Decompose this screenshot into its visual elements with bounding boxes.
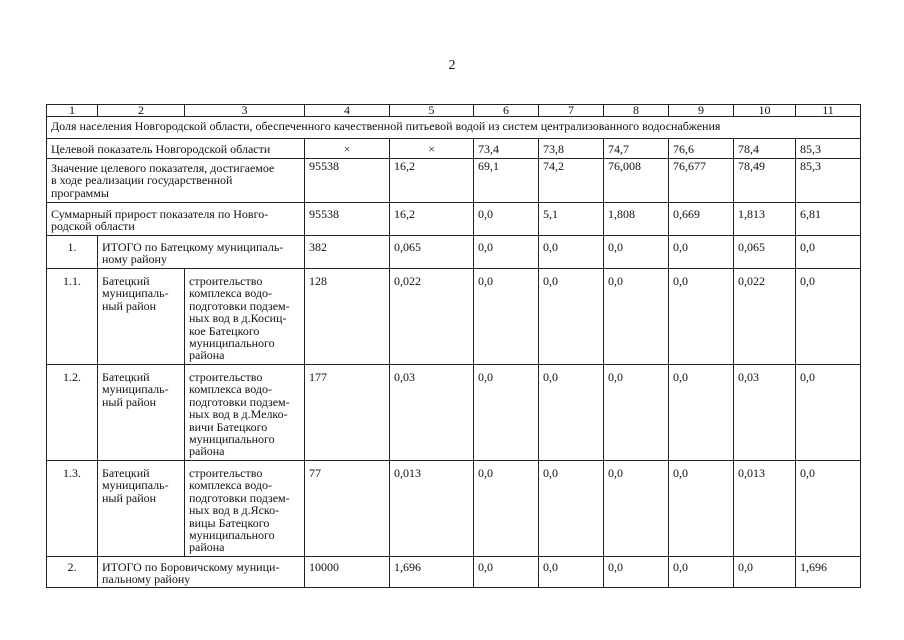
data-table bbox=[46, 104, 861, 588]
row-number: 1.2. bbox=[47, 365, 98, 461]
indicator-value: 1,808 bbox=[604, 203, 669, 236]
column-number: 7 bbox=[539, 105, 604, 117]
indicator-value: 73,4 bbox=[474, 139, 539, 159]
indicator-label: Суммарный прирост показателя по Новго- родской области bbox=[47, 203, 305, 236]
detail-value: 0,0 bbox=[604, 365, 669, 461]
detail-value: 177 bbox=[305, 365, 390, 461]
total-value: 0,0 bbox=[669, 557, 734, 588]
total-value: 0,0 bbox=[796, 236, 861, 269]
indicator-value: 76,008 bbox=[604, 159, 669, 203]
indicator-value: 95538 bbox=[305, 203, 390, 236]
indicator-row bbox=[47, 159, 861, 203]
detail-value: 0,0 bbox=[539, 269, 604, 365]
total-value: 1,696 bbox=[390, 557, 474, 588]
detail-value: 77 bbox=[305, 461, 390, 557]
indicator-value: 16,2 bbox=[390, 203, 474, 236]
object-description: строительство комплекса водо- подготовки подзем- ных вод в д.Мелко- вичи Батецкого муниципального района bbox=[185, 365, 305, 461]
district-name: Батецкий муниципаль- ный район bbox=[98, 365, 185, 461]
indicator-value: 76,677 bbox=[669, 159, 734, 203]
column-number: 6 bbox=[474, 105, 539, 117]
total-value: 0,0 bbox=[604, 236, 669, 269]
object-description: строительство комплекса водо- подготовки подзем- ных вод в д.Яско- вицы Батецкого муниципального района bbox=[185, 461, 305, 557]
column-number: 5 bbox=[390, 105, 474, 117]
total-value: 0,0 bbox=[474, 236, 539, 269]
indicator-value: 0,669 bbox=[669, 203, 734, 236]
indicator-value: 85,3 bbox=[796, 139, 861, 159]
indicator-label: Целевой показатель Новгородской области bbox=[47, 139, 305, 159]
object-description: строительство комплекса водо- подготовки подзем- ных вод в д.Косиц- кое Батецкого муниципального района bbox=[185, 269, 305, 365]
total-value: 0,0 bbox=[669, 236, 734, 269]
indicator-value: 69,1 bbox=[474, 159, 539, 203]
detail-row bbox=[47, 269, 861, 365]
indicator-value: 74,2 bbox=[539, 159, 604, 203]
detail-value: 0,0 bbox=[539, 461, 604, 557]
detail-value: 0,0 bbox=[539, 365, 604, 461]
total-row bbox=[47, 236, 861, 269]
section-title: Доля населения Новгородской области, обеспеченного качественной питьевой водой из систем централизованного водоснабжения bbox=[47, 117, 861, 139]
column-number: 11 bbox=[796, 105, 861, 117]
total-value: 0,0 bbox=[539, 236, 604, 269]
indicator-value: × bbox=[305, 139, 390, 159]
total-value: 0,0 bbox=[474, 557, 539, 588]
indicator-value: 73,8 bbox=[539, 139, 604, 159]
detail-value: 0,03 bbox=[390, 365, 474, 461]
column-number: 8 bbox=[604, 105, 669, 117]
indicator-row bbox=[47, 139, 861, 159]
column-number: 10 bbox=[734, 105, 796, 117]
detail-value: 0,0 bbox=[796, 365, 861, 461]
indicator-row bbox=[47, 203, 861, 236]
total-value: 0,0 bbox=[604, 557, 669, 588]
column-number: 2 bbox=[98, 105, 185, 117]
detail-value: 0,03 bbox=[734, 365, 796, 461]
section-title-row bbox=[47, 117, 861, 139]
detail-value: 128 bbox=[305, 269, 390, 365]
total-value: 0,0 bbox=[539, 557, 604, 588]
detail-value: 0,0 bbox=[796, 461, 861, 557]
row-number: 2. bbox=[47, 557, 98, 588]
indicator-value: 5,1 bbox=[539, 203, 604, 236]
indicator-value: × bbox=[390, 139, 474, 159]
detail-value: 0,013 bbox=[390, 461, 474, 557]
detail-value: 0,0 bbox=[604, 461, 669, 557]
column-number: 9 bbox=[669, 105, 734, 117]
detail-value: 0,0 bbox=[474, 365, 539, 461]
indicator-value: 16,2 bbox=[390, 159, 474, 203]
indicator-value: 85,3 bbox=[796, 159, 861, 203]
indicator-value: 95538 bbox=[305, 159, 390, 203]
detail-value: 0,013 bbox=[734, 461, 796, 557]
detail-value: 0,0 bbox=[474, 269, 539, 365]
indicator-value: 78,49 bbox=[734, 159, 796, 203]
indicator-value: 0,0 bbox=[474, 203, 539, 236]
indicator-value: 74,7 bbox=[604, 139, 669, 159]
row-number: 1.3. bbox=[47, 461, 98, 557]
total-label: ИТОГО по Боровичскому муници- пальному району bbox=[98, 557, 305, 588]
total-label: ИТОГО по Батецкому муниципаль- ному району bbox=[98, 236, 305, 269]
detail-value: 0,0 bbox=[604, 269, 669, 365]
total-value: 0,065 bbox=[734, 236, 796, 269]
row-number: 1. bbox=[47, 236, 98, 269]
detail-value: 0,022 bbox=[390, 269, 474, 365]
total-value: 0,0 bbox=[734, 557, 796, 588]
indicator-label: Значение целевого показателя, достигаемое в ходе реализации государственной программы bbox=[47, 159, 305, 203]
column-number: 4 bbox=[305, 105, 390, 117]
detail-value: 0,0 bbox=[796, 269, 861, 365]
district-name: Батецкий муниципаль- ный район bbox=[98, 269, 185, 365]
indicator-value: 1,813 bbox=[734, 203, 796, 236]
detail-value: 0,0 bbox=[474, 461, 539, 557]
row-number: 1.1. bbox=[47, 269, 98, 365]
total-value: 10000 bbox=[305, 557, 390, 588]
detail-value: 0,0 bbox=[669, 269, 734, 365]
column-number: 1 bbox=[47, 105, 98, 117]
total-value: 0,065 bbox=[390, 236, 474, 269]
indicator-value: 6,81 bbox=[796, 203, 861, 236]
indicator-value: 78,4 bbox=[734, 139, 796, 159]
total-row bbox=[47, 557, 861, 588]
detail-row bbox=[47, 365, 861, 461]
district-name: Батецкий муниципаль- ный район bbox=[98, 461, 185, 557]
total-value: 382 bbox=[305, 236, 390, 269]
detail-row bbox=[47, 461, 861, 557]
column-number-row bbox=[47, 105, 861, 117]
column-number: 3 bbox=[185, 105, 305, 117]
detail-value: 0,022 bbox=[734, 269, 796, 365]
detail-value: 0,0 bbox=[669, 365, 734, 461]
page-number: 2 bbox=[448, 58, 456, 73]
total-value: 1,696 bbox=[796, 557, 861, 588]
indicator-value: 76,6 bbox=[669, 139, 734, 159]
detail-value: 0,0 bbox=[669, 461, 734, 557]
